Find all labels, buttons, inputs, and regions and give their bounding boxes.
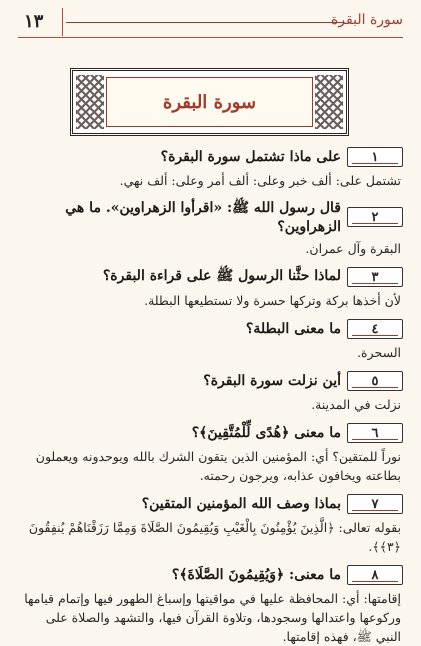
answer-text: بقوله تعالى: ﴿الَّذِينَ يُؤْمِنُونَ بِالْغَيْبِ وَيُقِيمُونَ الصَّلَاةَ وَمِمَّا رَزَقْنَاهُمْ يُنفِقُونَ ﴿٣﴾﴾. bbox=[28, 520, 401, 554]
question-row bbox=[18, 494, 403, 514]
qa-item bbox=[18, 494, 403, 556]
question-row bbox=[18, 565, 403, 585]
question-number-badge: ٧ bbox=[347, 494, 403, 514]
answer-text: إقامتها: أي: المحافظة عليها في مواقيتها وإسباغ الطهور فيها وإتمام قيامها وركوعها واعتدالها وسجودها، وتلاوة القرآن فيها، والتشهد والصلاة على النبي ﷺ، فهذه إقامتها. bbox=[24, 591, 401, 644]
question-row bbox=[18, 423, 403, 443]
surah-title-banner bbox=[70, 68, 349, 136]
question-text: على ماذا تشتمل سورة البقرة؟ bbox=[160, 149, 341, 165]
page-header bbox=[18, 8, 403, 38]
question-number-badge: ٥ bbox=[347, 371, 403, 391]
question-number-badge: ١ bbox=[347, 147, 403, 167]
question-row bbox=[18, 199, 403, 235]
question-row bbox=[18, 371, 403, 391]
question-row bbox=[18, 147, 403, 167]
question-number-badge: ٢ bbox=[347, 207, 403, 227]
header-underline bbox=[18, 37, 403, 38]
header-rule bbox=[66, 22, 343, 23]
question-number-badge: ٣ bbox=[347, 267, 403, 287]
qa-item bbox=[18, 423, 403, 485]
question-text: ما معنى: ﴿وَيُقِيمُونَ الصَّلَاةَ﴾؟ bbox=[171, 567, 341, 583]
answer-text: لأن أخذها بركة وتركها حسرة ولا تستطيعها البطلة. bbox=[144, 293, 401, 308]
question-text: لماذا حثَّنا الرسول ﷺ على قراءة البقرة؟ bbox=[102, 268, 341, 284]
qa-list bbox=[18, 138, 403, 646]
answer-text: السحرة. bbox=[357, 345, 401, 360]
question-text: ما معنى البطلة؟ bbox=[245, 321, 341, 337]
running-header-title: سورة البقرة bbox=[330, 12, 403, 28]
qa-item bbox=[18, 267, 403, 310]
answer-text: نوراً للمتقين؟ أي: المؤمنين الذين يتقون الشرك بالله ويوحدونه ويعملون بطاعته ويخافون عذابه، ويرجون رحمته. bbox=[35, 449, 401, 483]
question-number-badge: ٨ bbox=[347, 565, 403, 585]
qa-item bbox=[18, 319, 403, 362]
question-text: بماذا وصف الله المؤمنين المتقين؟ bbox=[141, 496, 341, 512]
answer-text: البقرة وآل عمران. bbox=[305, 241, 401, 256]
banner-frame bbox=[106, 77, 313, 127]
question-row bbox=[18, 319, 403, 339]
qa-item bbox=[18, 371, 403, 414]
qa-item bbox=[18, 199, 403, 258]
qa-item bbox=[18, 147, 403, 190]
question-number-badge: ٦ bbox=[347, 423, 403, 443]
question-number-badge: ٤ bbox=[347, 319, 403, 339]
question-text: أين نزلت سورة البقرة؟ bbox=[203, 373, 341, 389]
banner-ornament-right bbox=[315, 75, 343, 129]
qa-item bbox=[18, 565, 403, 646]
page-number: ١٣ bbox=[24, 11, 44, 32]
answer-text: تشتمل على: ألف خبر وعلى: ألف أمر وعلى: ألف نهي. bbox=[119, 173, 401, 188]
question-text: قال رسول الله ﷺ: «اقرأوا الزهراوين». ما هي الزهراوين؟ bbox=[65, 200, 341, 235]
banner-ornament-left bbox=[76, 75, 104, 129]
answer-text: نزلت في المدينة. bbox=[311, 397, 401, 412]
question-text: ما معنى ﴿هُدًى لِّلْمُتَّقِينَ﴾؟ bbox=[191, 425, 341, 441]
surah-title: سورة البقرة bbox=[162, 91, 257, 113]
question-row bbox=[18, 267, 403, 287]
